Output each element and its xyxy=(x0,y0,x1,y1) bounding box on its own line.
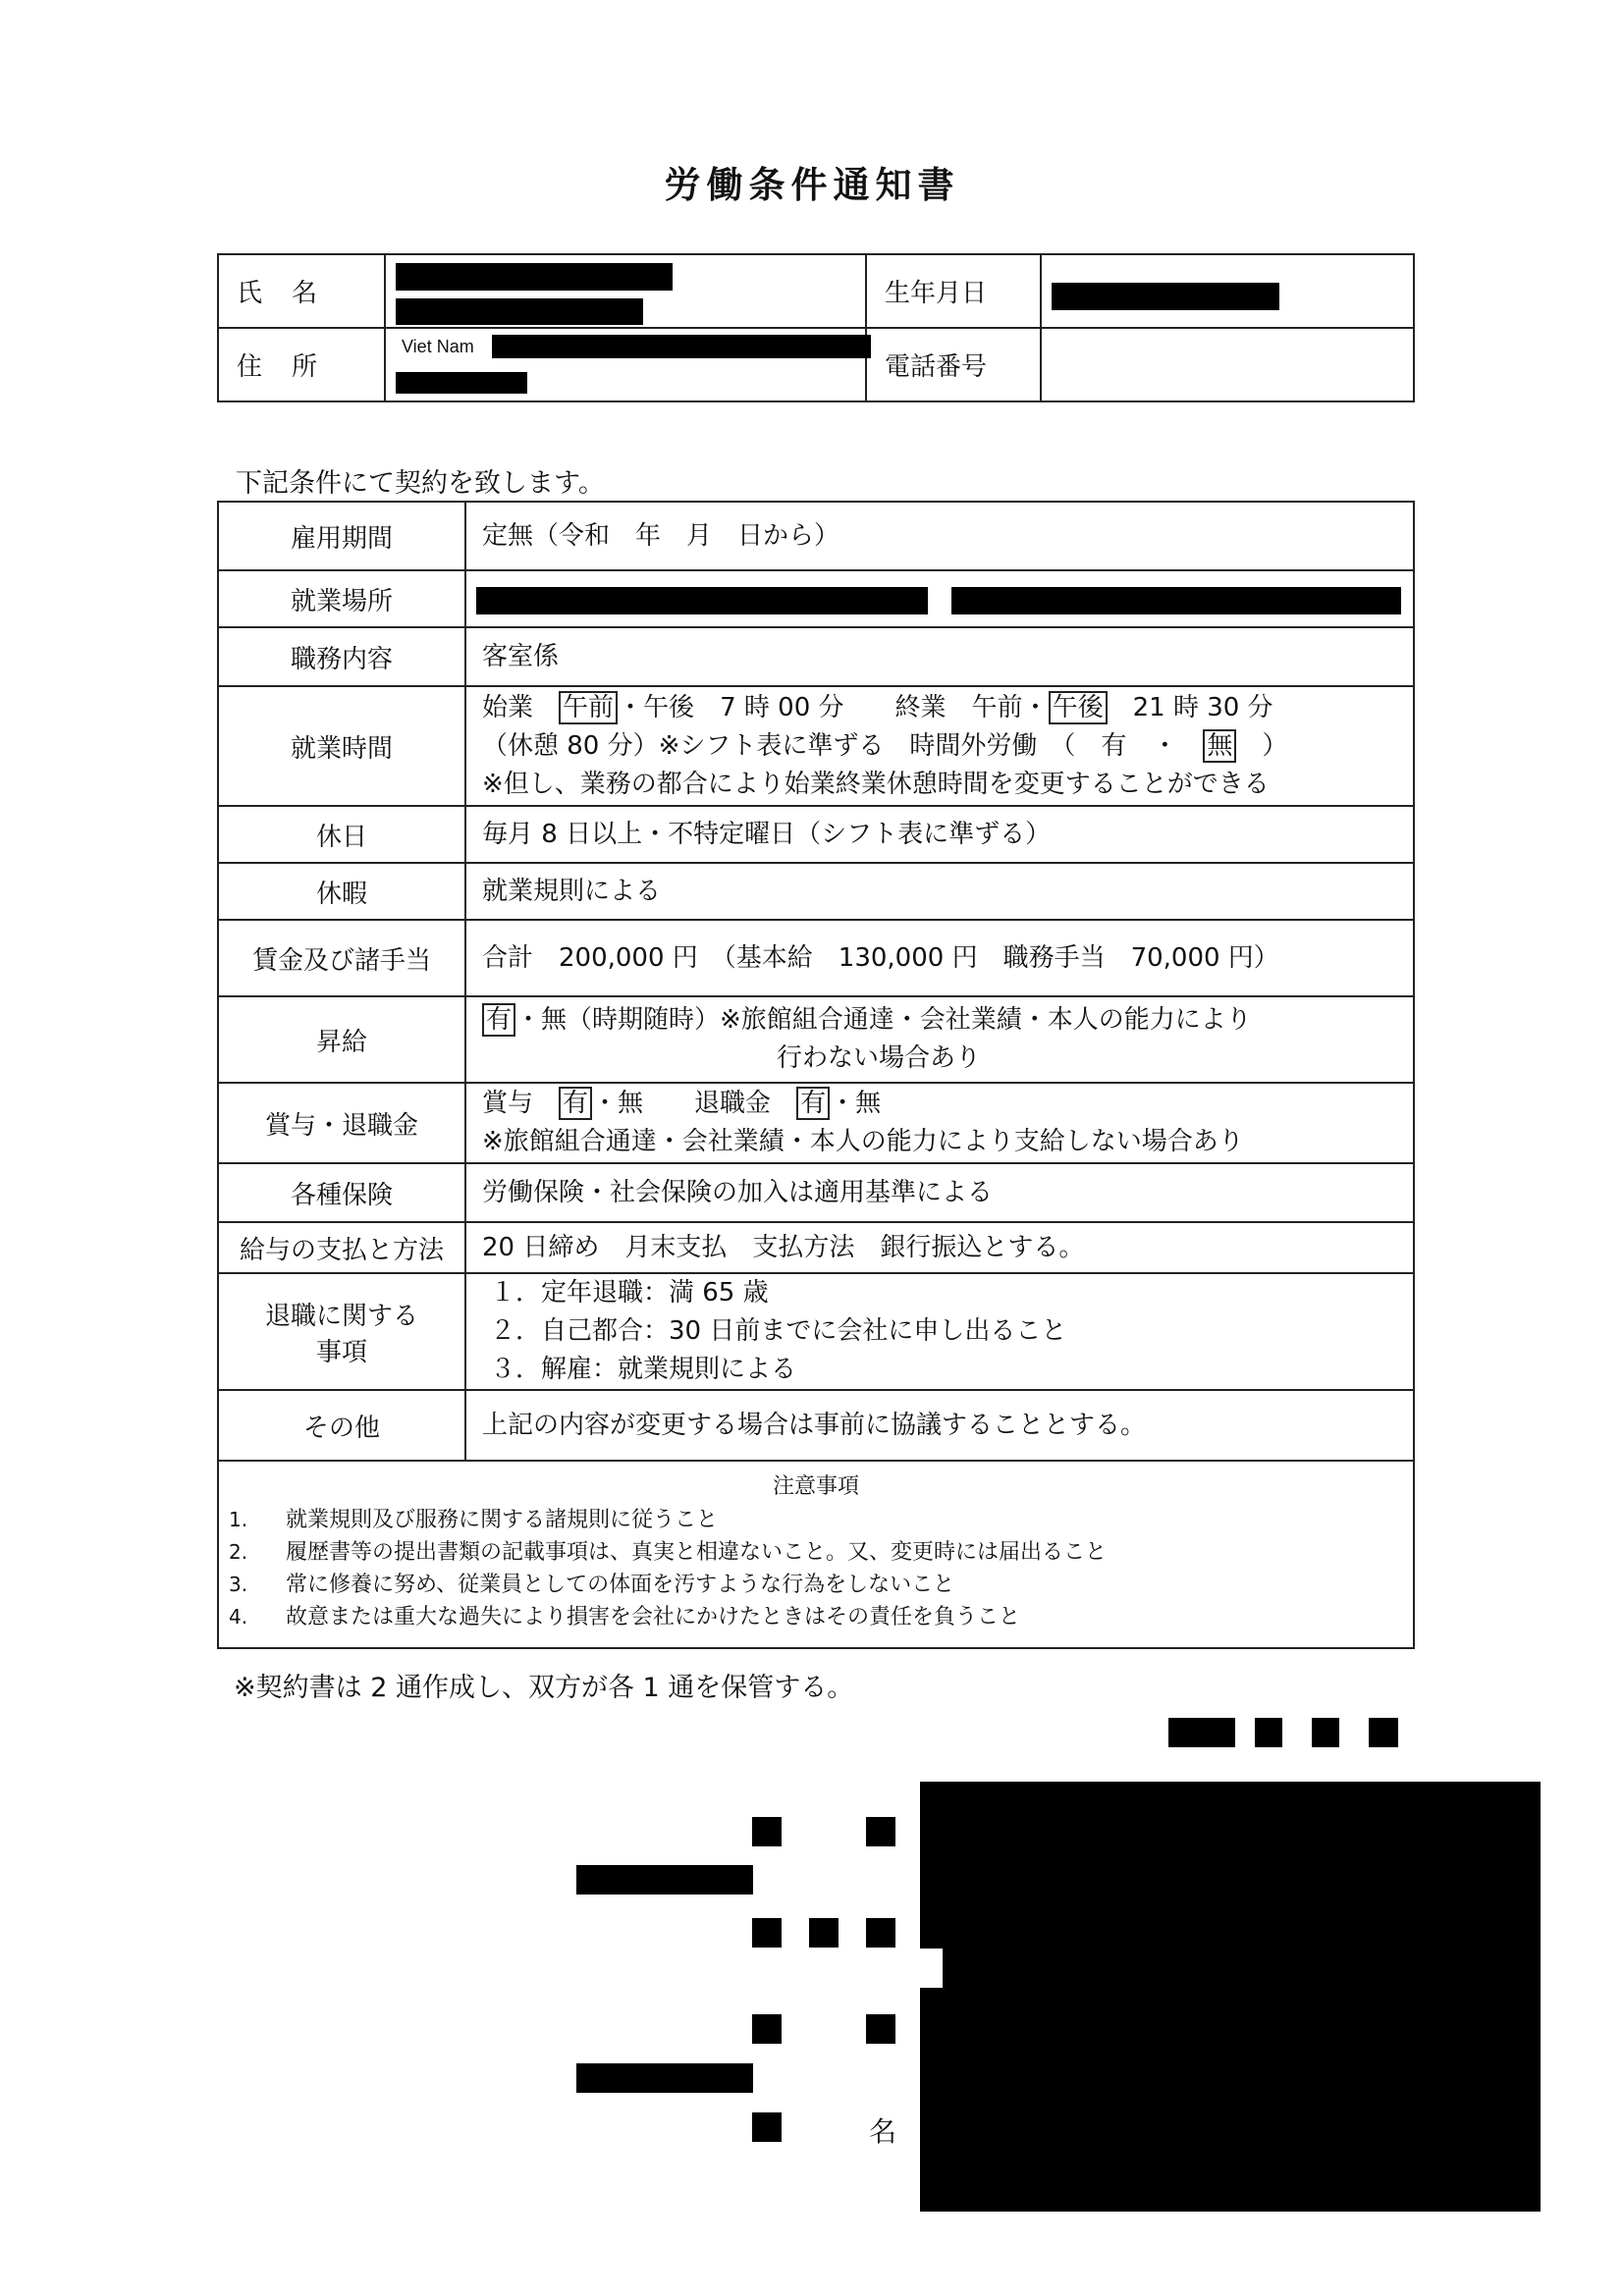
overtime-none-box: 無 xyxy=(1203,729,1236,763)
raise-yes-box: 有 xyxy=(482,1003,515,1037)
raise-line2: 行わない場合あり xyxy=(777,1043,982,1073)
retire-item: １．定年退職：満 65 歳 xyxy=(490,1278,769,1308)
note-text: 就業規則及び服務に関する諸規則に従うこと xyxy=(286,1508,719,1532)
notes-title: 注意事項 xyxy=(772,1474,859,1499)
other-value: 上記の内容が変更する場合は事前に協議することとする。 xyxy=(465,1390,1414,1461)
hours-sep: ・午後 xyxy=(618,692,695,722)
raise-label: 昇給 xyxy=(218,996,465,1083)
redaction xyxy=(396,298,643,325)
holidays-value: 毎月 8 日以上・不特定曜日（シフト表に準ずる） xyxy=(465,806,1414,863)
wages-value: 合計 200,000 円 （基本給 130,000 円 職務手当 70,000 円） xyxy=(465,920,1414,996)
note-item xyxy=(229,1601,1403,1633)
redaction xyxy=(396,263,673,291)
place-value xyxy=(465,570,1414,627)
bonus-value xyxy=(465,1083,1414,1163)
insurance-label: 各種保険 xyxy=(218,1163,465,1222)
duties-label: 職務内容 xyxy=(218,627,465,686)
redaction xyxy=(752,1918,782,1948)
redaction xyxy=(809,1918,839,1948)
raise-value xyxy=(465,996,1414,1083)
am-selected-box: 午前 xyxy=(559,691,618,724)
retirement-yes-box: 有 xyxy=(796,1087,830,1120)
name-value xyxy=(385,254,866,328)
bonus-label: 賞与・退職金 xyxy=(218,1083,465,1163)
note-item xyxy=(229,1504,1403,1536)
note-text: 常に修養に努め、従業員としての体面を汚すような行為をしないこと xyxy=(286,1573,955,1597)
retire-value xyxy=(465,1273,1414,1390)
note-item xyxy=(229,1569,1403,1601)
redaction xyxy=(920,1782,1541,1949)
duties-value: 客室係 xyxy=(465,627,1414,686)
holidays-label: 休日 xyxy=(218,806,465,863)
redaction xyxy=(1312,1718,1339,1747)
redaction xyxy=(1369,1718,1398,1747)
address-value xyxy=(385,328,866,401)
redaction xyxy=(1168,1718,1235,1747)
end-time: 21 時 30 分 xyxy=(1132,692,1273,722)
redaction xyxy=(1255,1718,1282,1747)
break-text: （休憩 80 分）※シフト表に準ずる 時間外労働 （ 有 ・ xyxy=(482,730,1178,761)
phone-value xyxy=(1041,328,1414,401)
signature-name-label: 名 xyxy=(869,2115,897,2148)
payment-label: 給与の支払と方法 xyxy=(218,1222,465,1273)
period-label: 雇用期間 xyxy=(218,502,465,570)
note-text: 故意または重大な過失により損害を会社にかけたときはその責任を負うこと xyxy=(286,1605,1021,1629)
address-prefix: Viet Nam xyxy=(402,337,474,356)
note-text: 履歴書等の提出書類の記載事項は、真実と相違ないこと。又、変更時には届出ること xyxy=(286,1540,1108,1565)
footnote: ※契約書は 2 通作成し、双方が各 1 通を保管する。 xyxy=(234,1673,854,1703)
start-word: 始業 xyxy=(482,692,534,722)
retire-item: ３．解雇：就業規則による xyxy=(490,1355,797,1384)
redaction xyxy=(943,1949,1541,1988)
payment-value: 20 日締め 月末支払 支払方法 銀行振込とする。 xyxy=(465,1222,1414,1273)
bonus-note: ※旅館組合通達・会社業績・本人の能力により支給しない場合あり xyxy=(482,1127,1244,1156)
hours-note: ※但し、業務の都合により始業終業休憩時間を変更することができる xyxy=(482,769,1270,799)
period-value: 定無（令和 年 月 日から） xyxy=(465,502,1414,570)
notes-section xyxy=(218,1461,1414,1648)
redaction xyxy=(951,587,1401,614)
break-close: ） xyxy=(1262,730,1288,761)
hours-value xyxy=(465,686,1414,806)
redaction xyxy=(866,2014,895,2044)
bonus-yes-box: 有 xyxy=(559,1087,592,1120)
address-label: 住 所 xyxy=(218,328,385,401)
personal-info-table xyxy=(217,253,1415,402)
redaction xyxy=(576,2063,753,2093)
pm-selected-box: 午後 xyxy=(1049,691,1108,724)
hours-label: 就業時間 xyxy=(218,686,465,806)
redaction xyxy=(492,335,871,358)
redaction xyxy=(576,1865,753,1895)
redaction xyxy=(476,587,928,614)
wages-label: 賃金及び諸手当 xyxy=(218,920,465,996)
place-label: 就業場所 xyxy=(218,570,465,627)
end-am: 午前・ xyxy=(971,692,1049,722)
terms-table xyxy=(217,501,1415,1649)
bonus-tail: ・無 xyxy=(830,1089,882,1118)
redaction xyxy=(752,2014,782,2044)
redaction xyxy=(396,372,527,394)
birthdate-value xyxy=(1041,254,1414,328)
redaction xyxy=(752,1817,782,1846)
retire-item: ２．自己都合：30 日前までに会社に申し出ること xyxy=(490,1316,1067,1346)
bonus-word: 賞与 xyxy=(482,1089,534,1118)
phone-label: 電話番号 xyxy=(866,328,1041,401)
note-item xyxy=(229,1536,1403,1569)
retire-label: 退職に関する 事項 xyxy=(218,1273,465,1390)
leave-label: 休暇 xyxy=(218,863,465,920)
leave-value: 就業規則による xyxy=(465,863,1414,920)
redaction xyxy=(920,1988,1541,2212)
other-label: その他 xyxy=(218,1390,465,1461)
raise-line1: ・無（時期随時）※旅館組合通達・会社業績・本人の能力により xyxy=(515,1005,1252,1035)
bonus-mid: ・無 退職金 xyxy=(592,1089,772,1118)
note-number: 4. xyxy=(229,1605,248,1629)
intro-text: 下記条件にて契約を致します。 xyxy=(236,468,605,499)
insurance-value: 労働保険・社会保険の加入は適用基準による xyxy=(465,1163,1414,1222)
redaction xyxy=(866,1817,895,1846)
note-number: 3. xyxy=(229,1573,248,1596)
name-label: 氏 名 xyxy=(218,254,385,328)
end-word: 終業 xyxy=(894,692,947,722)
redaction xyxy=(752,2112,782,2142)
redaction xyxy=(1052,283,1279,310)
note-number: 2. xyxy=(229,1540,248,1564)
redaction xyxy=(866,1918,895,1948)
birthdate-label: 生年月日 xyxy=(866,254,1041,328)
document-title: 労働条件通知書 xyxy=(664,163,960,206)
start-time: 7 時 00 分 xyxy=(720,692,844,722)
note-number: 1. xyxy=(229,1508,248,1531)
